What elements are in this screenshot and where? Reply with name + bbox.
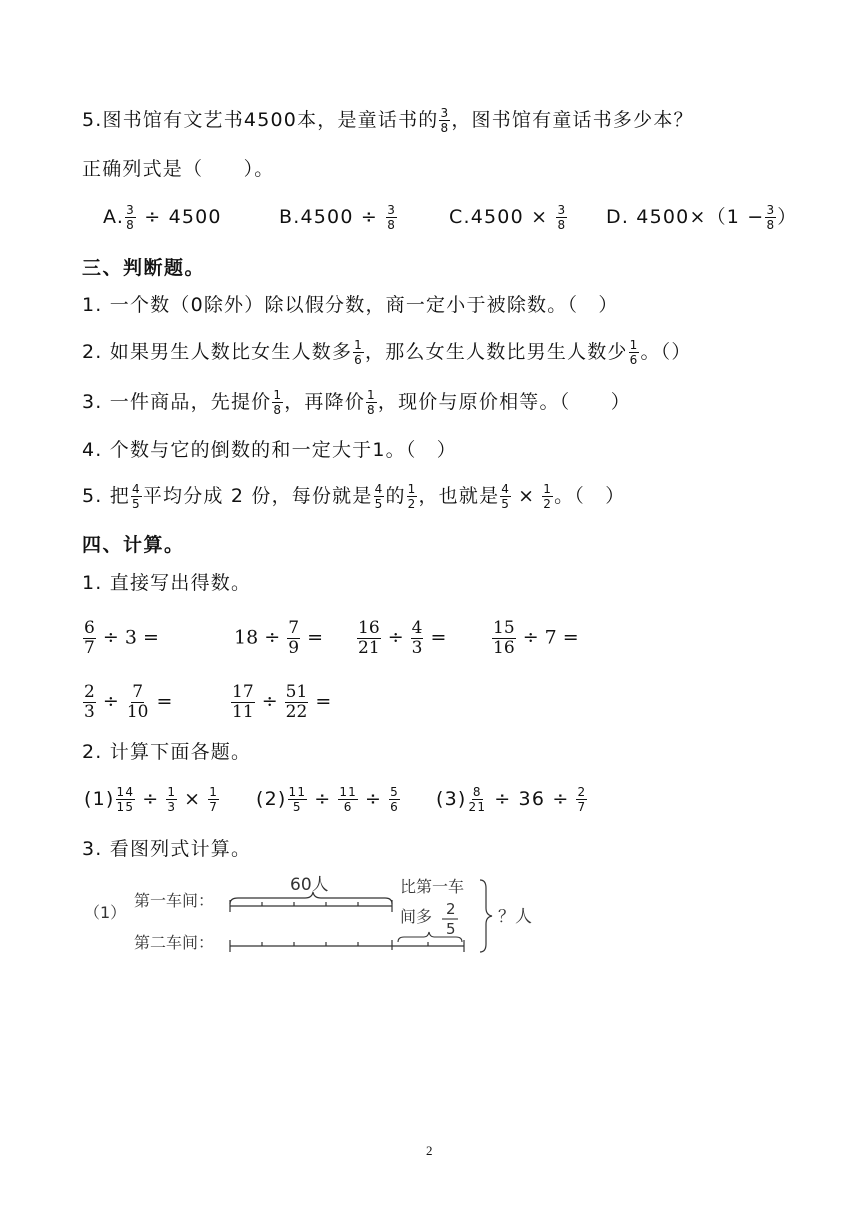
row2-label: 第二车间：: [134, 933, 215, 952]
row1-label: 第一车间：: [134, 891, 215, 910]
q5-option-b[interactable]: B.4500 ÷ $\frac{3}{8}$: [279, 203, 397, 232]
judge-item-1: 1. 一个数（0除外）除以假分数，商一定小于被除数。（ ）: [82, 294, 619, 316]
q5-option-c[interactable]: C.4500 × $\frac{3}{8}$: [449, 203, 567, 232]
mental-calc-2: 18 ÷ $\frac{7}{9}$ =: [234, 618, 323, 658]
top-value-label: 60人: [290, 875, 329, 895]
right-brace: [480, 880, 492, 952]
question-label: ？人: [498, 907, 532, 927]
line-segment-diagram: [80, 866, 540, 966]
q5-text-b: ，图书馆有童话书多少本？: [451, 109, 694, 131]
judge-item-3: 3. 一件商品，先提价 $\frac{1}{8}$ ，再降价 $\frac{1}{8}$ ，现价与原价相等。（ ）: [82, 388, 631, 417]
note-line1: 比第一车: [400, 877, 465, 896]
calc-item-2: (2) $\frac{11}{5}$ ÷ $\frac{11}{6}$ ÷ $\frac{5}{6}$: [256, 785, 399, 814]
judge-item-5: 5. 把 $\frac{4}{5}$ 平均分成 2 份，每份就是 $\frac{4}{5}$ 的 $\frac{1}{2}$ ，也就是 $\frac{4}{5}$ × $\frac{1}{2}$ 。（ ）: [82, 482, 626, 511]
q5-line1: [82, 106, 694, 134]
page-number: 2: [426, 1143, 433, 1158]
mental-calc-6: $\frac{17}{11}$ ÷ $\frac{51}{22}$ =: [232, 682, 332, 722]
part3-title: 3. 看图列式计算。: [82, 838, 252, 860]
part1-title: 1. 直接写出得数。: [82, 572, 252, 594]
mental-calc-5: $\frac{2}{3}$ ÷ $\frac{7}{10}$ =: [84, 682, 173, 722]
mental-calc-3: $\frac{16}{21}$ ÷ $\frac{4}{3}$ =: [358, 618, 447, 658]
section4-title: 四、计算。: [82, 534, 185, 556]
part2-title: 2. 计算下面各题。: [82, 741, 252, 763]
q5-text-a: 5.图书馆有文艺书4500本，是童话书的: [82, 109, 439, 131]
diagram-label: （1）: [84, 903, 127, 922]
calc-item-1: (1) $\frac{14}{15}$ ÷ $\frac{1}{3}$ × $\frac{1}{7}$: [84, 785, 219, 814]
q5-line2: 正确列式是（ ）。: [82, 158, 275, 180]
judge-item-4: 4. 个数与它的倒数的和一定大于1。（ ）: [82, 439, 457, 461]
mental-calc-1: $\frac{6}{7}$ ÷ 3 =: [84, 618, 159, 658]
note-line2: 间多: [400, 907, 433, 926]
note-frac-den: 5: [446, 920, 456, 938]
calc-item-3: (3) $\frac{8}{21}$ ÷ 36 ÷ $\frac{2}{7}$: [436, 785, 587, 814]
q5-fraction: $\frac{3}{8}$: [440, 106, 450, 135]
section3-title: 三、判断题。: [82, 257, 206, 279]
judge-item-2: 2. 如果男生人数比女生人数多 $\frac{1}{6}$ ，那么女生人数比男生人数少 $\frac{1}{6}$ 。（）: [82, 338, 692, 367]
q5-option-a[interactable]: A. $\frac{3}{8}$ ÷ 4500: [103, 203, 222, 232]
note-frac-num: 2: [446, 900, 456, 918]
mental-calc-4: $\frac{15}{16}$ ÷ 7 =: [493, 618, 579, 658]
q5-option-d[interactable]: D. 4500×（1 − $\frac{3}{8}$ ）: [606, 203, 798, 232]
